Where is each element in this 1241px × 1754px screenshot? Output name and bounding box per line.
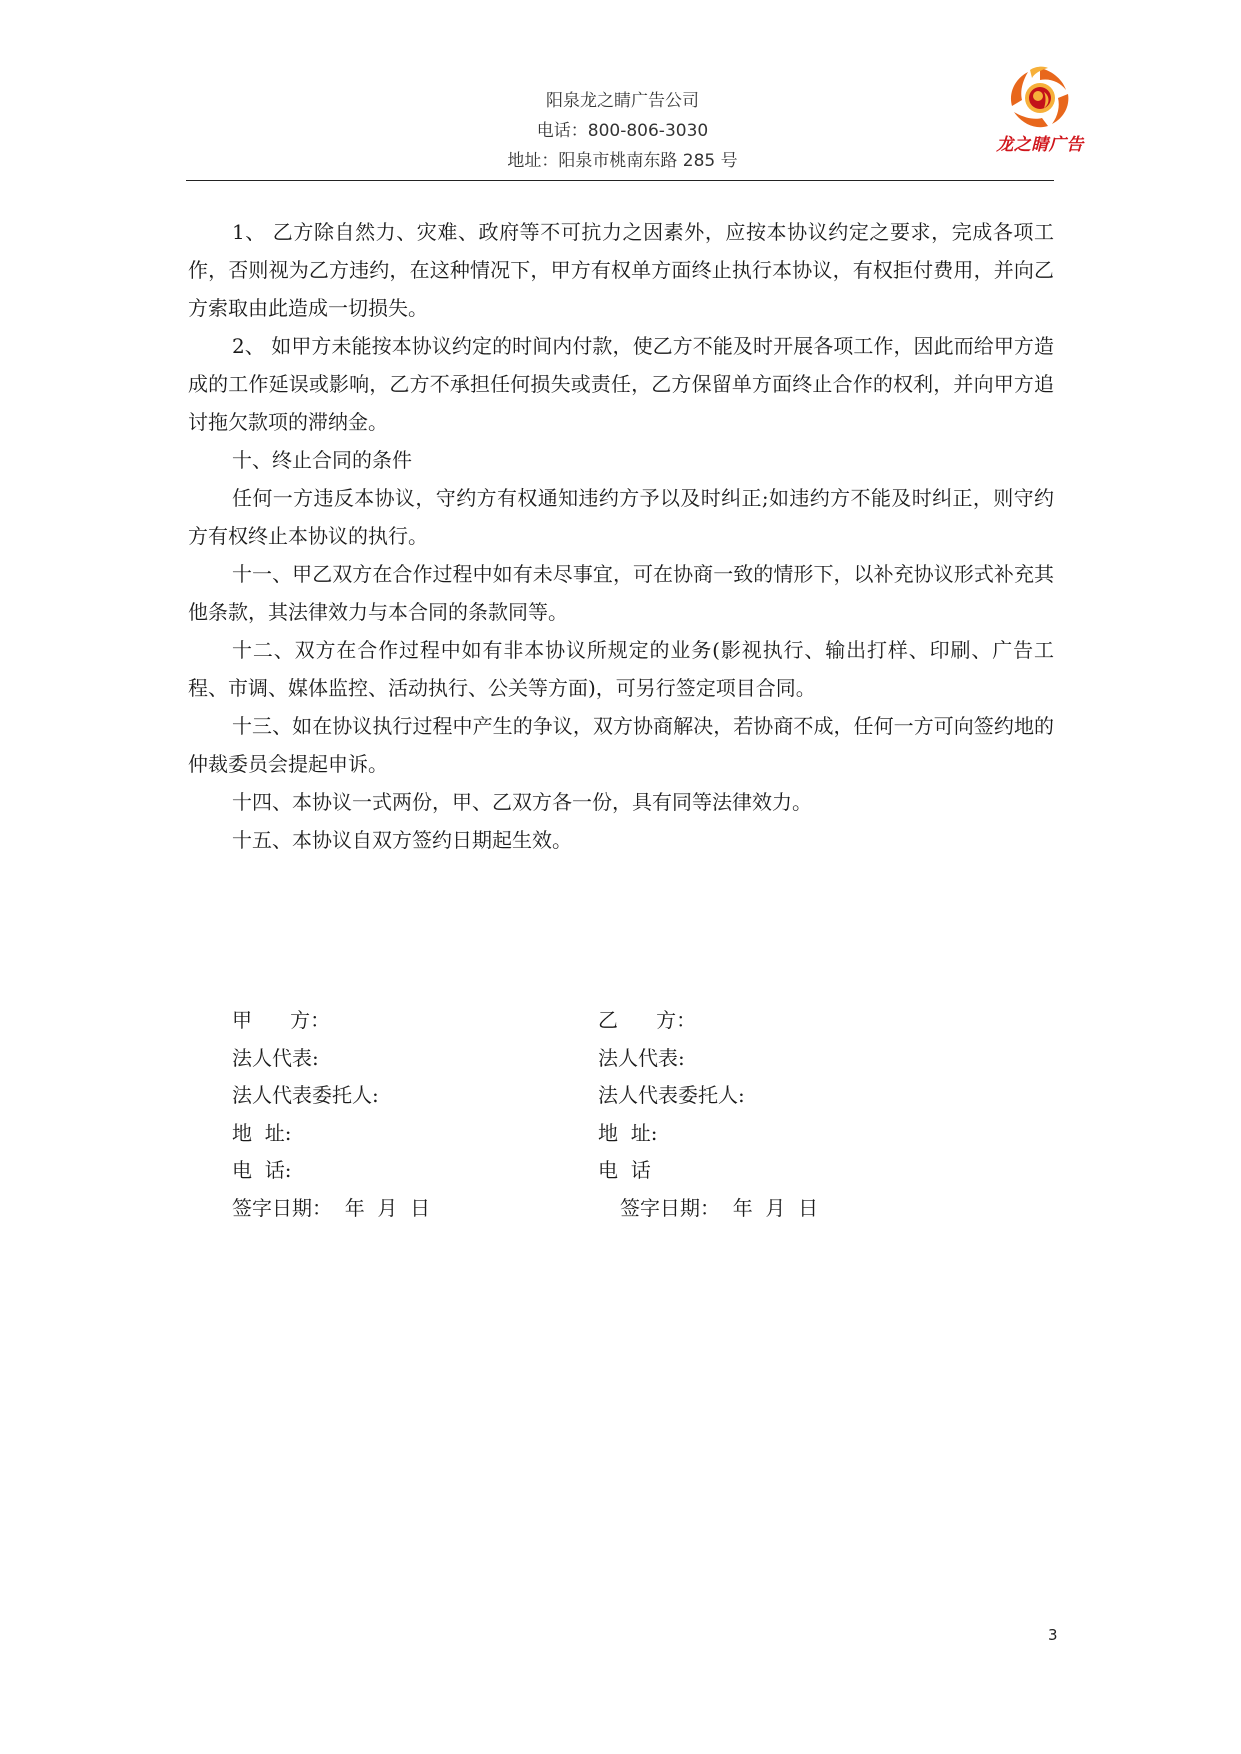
party-b-sign-date: 签字日期： 年 月 日	[620, 1195, 819, 1220]
sig-row-legal-rep	[232, 1040, 872, 1078]
party-b-agent: 法人代表委托人:	[598, 1083, 745, 1107]
page-header	[0, 0, 1241, 190]
header-divider	[186, 180, 1054, 181]
party-b-label: 乙 方：	[598, 1008, 697, 1032]
company-info	[420, 86, 825, 176]
clause-paragraph: 十二、双方在合作过程中如有非本协议所规定的业务(影视执行、输出打样、印刷、广告工程、市调、媒体监控、活动执行、公关等方面)，可另行签定项目合同。	[188, 638, 1054, 700]
page-number: 3	[1048, 1626, 1058, 1644]
party-b-address: 地 址:	[598, 1120, 658, 1145]
flame-swirl-icon	[1000, 66, 1080, 130]
clause-paragraph: 十四、本协议一式两份，甲、乙双方各一份，具有同等法律效力。	[232, 790, 812, 814]
party-b-legal-rep: 法人代表:	[598, 1045, 685, 1070]
clause-paragraph: 2、 如甲方未能按本协议约定的时间内付款，使乙方不能及时开展各项工作，因此而给甲方造成的工作延误或影响，乙方不承担任何损失或责任，乙方保留单方面终止合作的权利，并向甲方追讨拖欠款项的滞纳金。	[188, 334, 1054, 434]
sig-row-phone	[232, 1152, 872, 1190]
company-name: 阳泉龙之睛广告公司	[546, 91, 699, 111]
sig-row-date	[232, 1190, 872, 1228]
party-a-phone: 电 话:	[232, 1158, 292, 1182]
company-logo	[990, 66, 1090, 156]
party-a-address: 地 址:	[232, 1120, 292, 1145]
sig-row-address	[232, 1115, 872, 1153]
contract-body	[188, 213, 1054, 859]
clause-paragraph: 十一、甲乙双方在合作过程中如有未尽事宜，可在协商一致的情形下，以补充协议形式补充其他条款，其法律效力与本合同的条款同等。	[188, 562, 1054, 624]
clause-paragraph: 任何一方违反本协议，守约方有权通知违约方予以及时纠正;如违约方不能及时纠正，则守约方有权终止本协议的执行。	[188, 486, 1054, 548]
clause-paragraph: 1、 乙方除自然力、灾难、政府等不可抗力之因素外，应按本协议约定之要求，完成各项工作，否则视为乙方违约，在这种情况下，甲方有权单方面终止执行本协议，有权拒付费用，并向乙方索取由此造成一切损失。	[188, 220, 1054, 320]
party-b-phone: 电 话	[598, 1158, 651, 1182]
section-heading: 十、终止合同的条件	[232, 448, 412, 472]
company-phone: 电话：800-806-3030	[536, 121, 709, 141]
party-a-sign-date: 签字日期： 年 月 日	[232, 1195, 431, 1220]
clause-paragraph: 十三、如在协议执行过程中产生的争议，双方协商解决，若协商不成，任何一方可向签约地的仲裁委员会提起申诉。	[188, 714, 1054, 776]
party-a-legal-rep: 法人代表:	[232, 1045, 319, 1070]
party-a-label: 甲 方：	[232, 1008, 331, 1032]
logo-text: 龙之睛广告	[996, 135, 1084, 155]
company-address: 地址：阳泉市桃南东路 285 号	[507, 151, 738, 171]
clause-paragraph: 十五、本协议自双方签约日期起生效。	[232, 828, 572, 852]
sig-row-party	[232, 1002, 872, 1040]
signature-block	[232, 1002, 872, 1227]
sig-row-agent	[232, 1077, 872, 1115]
party-a-agent: 法人代表委托人:	[232, 1083, 379, 1107]
